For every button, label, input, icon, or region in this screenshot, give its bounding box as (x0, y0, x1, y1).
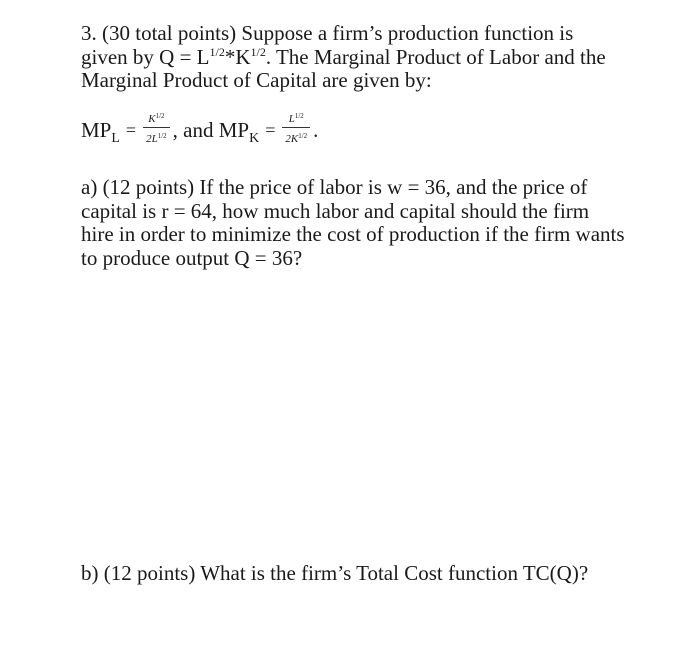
mpk-fraction (282, 110, 310, 145)
problem-line-1: 3. (30 total points) Suppose a firm’s production function is (81, 21, 574, 45)
mpk-equals: = (265, 119, 276, 140)
part-a-line-2: capital is r = 64, how much labor and capital should the firm (81, 198, 590, 223)
mpl-denominator-exponent: 1/2 (157, 131, 167, 140)
mpk-subscript: K (249, 130, 260, 146)
capital-exponent: 1/2 (250, 44, 266, 59)
mpk-denominator-exponent: 1/2 (298, 131, 308, 140)
problem-statement (81, 22, 641, 93)
problem-line-2-text-b: *K (224, 44, 251, 69)
problem-line-3: Marginal Product of Capital are given by: (81, 68, 432, 92)
mpk-numerator: $L^{1/2}$ (288, 111, 304, 125)
mpl-equals: = (125, 119, 137, 140)
mpl-numerator-exponent: 1/2 (155, 111, 165, 120)
problem-line-2-text-c: . The Marginal Product of Labor and the (265, 44, 606, 69)
part-a-line-3: hire in order to minimize the cost of production if the firm wants (81, 222, 625, 246)
mpk-numerator-exponent: 1/2 (294, 111, 304, 120)
formula-period: . (313, 117, 319, 142)
mpk-denominator: $2K^{1/2}$ (285, 131, 308, 145)
mpl-numerator: $K^{1/2}$ (148, 111, 165, 125)
marginal-product-formulas (81, 100, 318, 160)
problem-line-2-text-a: given by Q = L (81, 44, 210, 69)
mpk-label: , and $MP_K$ (172, 117, 260, 146)
mpl-label: $MP_L$ (81, 117, 120, 146)
mpl-fraction (143, 110, 170, 145)
part-a (81, 176, 641, 270)
problem-line-2 (81, 46, 641, 70)
mpl-subscript: L (111, 130, 120, 146)
labor-exponent: 1/2 (209, 44, 225, 59)
mpl-denominator: $2L^{1/2}$ (146, 131, 167, 145)
part-a-line-1: a) (12 points) If the price of labor is w = 36, and the price of (81, 175, 588, 199)
part-b (81, 562, 641, 586)
part-b-line-1: b) (12 points) What is the firm’s Total Cost function TC(Q)? (81, 561, 589, 585)
part-a-line-4: to produce output Q = 36? (81, 245, 303, 270)
